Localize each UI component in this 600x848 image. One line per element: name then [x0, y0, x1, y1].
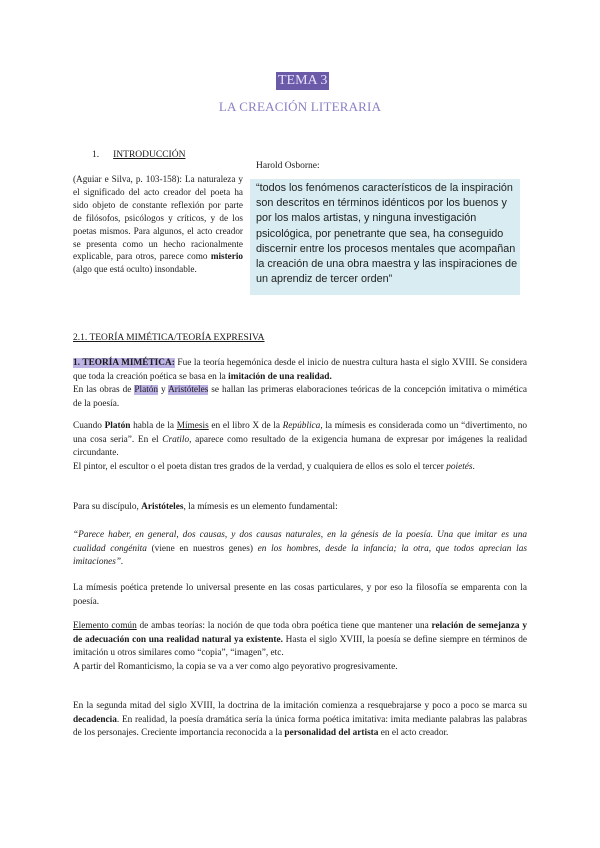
- intro-text-a: (Aguiar e Silva, p. 103-158): La naturaleza y el significado del acto creador del poeta ha sido objeto de constante reflexión por parte de filósofos, psicólogos y críticos, y de los poetas mismos. Para algunos, el acto creador se presenta como un hecho racionalmente explicable, para otros, parece como: [73, 174, 243, 262]
- p7-text-c: en el acto creador.: [378, 728, 449, 739]
- p3-text-b: , la mímesis es un elemento fundamental:: [183, 502, 338, 512]
- p4-text-c: en los hombres, desde la infancia; la otra, que todos aprecian las imitaciones”.: [73, 543, 527, 568]
- p7-bold-decadencia: decadencia: [73, 714, 117, 725]
- p2-text-c: en el libro X de la: [208, 421, 283, 431]
- p6-text-b: Hasta el siglo XVIII, la poesía se define siempre en términos de imitación u otros similares como “copia”, “imagen”, etc.: [73, 634, 527, 659]
- section-heading: 2.1. TEORÍA MIMÉTICA/TEORÍA EXPRESIVA: [73, 333, 265, 343]
- paragraph-platon: [73, 420, 527, 474]
- p1-text-b: En las obras de: [73, 385, 135, 396]
- p3-aristoteles: Aristóteles: [141, 502, 184, 512]
- p1-bold: imitación de una realidad.: [228, 371, 332, 382]
- paragraph-universal: La mímesis poética pretende lo universal presente en las cosas particulares, y por eso la filosofía se emparenta con la poesía.: [73, 583, 527, 607]
- paragraph-common-element: [73, 620, 527, 674]
- intro-text-b: (algo que está oculto) insondable.: [73, 264, 197, 275]
- p6-label: Elemento común: [73, 621, 137, 631]
- p2-text-a: Cuando: [73, 421, 105, 431]
- quote-author: Harold Osborne:: [256, 161, 320, 171]
- p4-text-b: (viene en nuestros genes): [146, 543, 258, 554]
- p1-text-a: Fue la teoría hegemónica desde el inicio de nuestra cultura hasta el siglo XVIII. Se considera que toda la creación poética se basa en la: [73, 358, 527, 382]
- paragraph-aristoteles: [73, 501, 527, 515]
- p1-platon: Platón: [134, 385, 159, 396]
- intro-title: INTRODUCCIÓN: [113, 150, 186, 160]
- p2-text-g: .: [472, 461, 475, 472]
- paragraph-decline: [73, 700, 527, 741]
- p2-text-f: El pintor, el escultor o el poeta distan tres grados de la verdad, y cualquiera de ellos es solo el tercer: [73, 461, 447, 472]
- p1-text-d: se hallan las primeras elaboraciones teóricas de la concepción imitativa o mimética de la poesía.: [73, 385, 527, 409]
- p7-text-b: . En realidad, la poesía dramática sería la única forma poética imitativa: imita mediante palabras las palabras de los personajes. Creciente importancia reconocida a la: [73, 714, 527, 739]
- intro-bold-misterio: misterio: [210, 251, 243, 262]
- intro-paragraph: [73, 173, 243, 276]
- p6-text-a: de ambas teorías: la noción de que toda obra poética tiene que mantener una: [136, 621, 432, 631]
- p2-poietes: poietés: [446, 461, 473, 472]
- p2-text-d: , la mímesis es considerada como un “divertimento, no una cosa seria”. En el: [73, 421, 528, 445]
- quote-text: “todos los fenómenos característicos de la inspiración son descritos en términos idénticos por los buenos y por los malos artistas, y ninguna investigación psicológica, por penetrante que sea, ha conseguido discernir entre los procesos mentales que acompañan la creación de una obra maestra y las inspiraciones de un aprendiz de tercer orden”: [256, 182, 518, 286]
- p3-text-a: Para su discípulo,: [73, 502, 142, 512]
- p2-republica: República: [282, 421, 321, 431]
- p7-bold-artista: personalidad del artista: [284, 728, 379, 739]
- p6-bold: relación de semejanza y de adecuación con una realidad natural ya existente.: [73, 621, 527, 645]
- intro-number: 1.: [92, 150, 100, 160]
- p2-platon: Platón: [104, 421, 131, 431]
- paragraph-aristoteles-quote: [73, 529, 527, 570]
- document-title: LA CREACIÓN LITERARIA: [218, 99, 382, 114]
- p4-text-a: “Parece haber, en general, dos causas, y dos causas naturales, en la génesis de la poesía. Una que imitar es una cualidad congénita: [73, 530, 527, 554]
- topic-number-title: TEMA 3: [278, 73, 328, 88]
- p1-aristoteles: Aristóteles: [168, 385, 209, 396]
- p1-text-c: y: [158, 385, 169, 396]
- p6-text-c: A partir del Romanticismo, la copia se va a ver como algo peyorativo progresivamente.: [73, 661, 398, 672]
- paragraph-mimetic-theory: [73, 357, 527, 411]
- p2-mimesis: Mímesis: [176, 421, 209, 431]
- p2-text-b: habla de la: [130, 421, 177, 431]
- p2-cratilo: Cratilo: [162, 434, 190, 445]
- p2-text-e: , aparece como resultado de la exigencia humana de expresar por imágenes la realidad circundante.: [73, 434, 527, 459]
- p7-text-a: En la segunda mitad del siglo XVIII, la doctrina de la imitación comienza a resquebrajarse y poco a poco se marca su: [73, 701, 527, 711]
- mimetic-theory-label: 1. TEORÍA MIMÉTICA:: [73, 358, 175, 368]
- intro-heading: [92, 150, 185, 160]
